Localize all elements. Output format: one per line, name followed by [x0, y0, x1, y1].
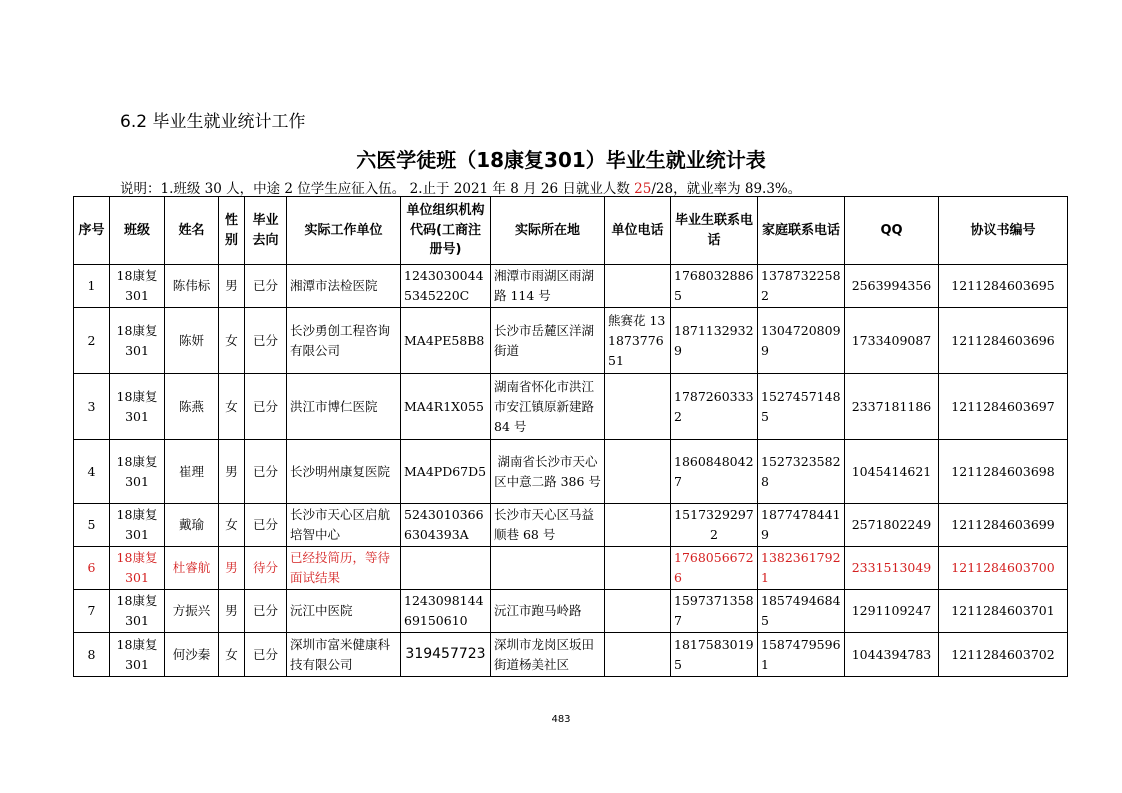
table-cell: 沅江市跑马岭路: [491, 590, 605, 633]
table-cell: 女: [219, 504, 245, 547]
table-cell: 2331513049: [845, 547, 939, 590]
table-cell: 男: [219, 590, 245, 633]
table-row: [74, 633, 1068, 677]
table-cell: 4: [74, 440, 110, 504]
table-cell: 已分: [245, 265, 287, 308]
table-cell: 1211284603700: [939, 547, 1068, 590]
table-row: [74, 440, 1068, 504]
table-row: [74, 308, 1068, 374]
table-cell: [605, 265, 671, 308]
table-cell: 18康复301: [110, 547, 165, 590]
table-cell: 18175830195: [671, 633, 758, 677]
table-cell: 湖南省长沙市天心区中意二路 386 号: [491, 440, 605, 504]
table-cell: 15973713587: [671, 590, 758, 633]
table-cell: 杜睿航: [165, 547, 219, 590]
table-cell: 52430103666304393A: [401, 504, 491, 547]
table-cell: 长沙市天心区启航培智中心: [287, 504, 401, 547]
table-cell: [605, 547, 671, 590]
table-cell: 陈燕: [165, 374, 219, 440]
header-cell: 家庭联系电话: [758, 197, 845, 265]
table-row: [74, 374, 1068, 440]
table-cell: 18574946845: [758, 590, 845, 633]
table-cell: 沅江中医院: [287, 590, 401, 633]
table-cell: 17680328865: [671, 265, 758, 308]
table-cell: 已分: [245, 440, 287, 504]
table-row: [74, 265, 1068, 308]
table-cell: 124309814469150610: [401, 590, 491, 633]
table-cell: 长沙勇创工程咨询有限公司: [287, 308, 401, 374]
table-cell: 18711329329: [671, 308, 758, 374]
table-cell: 戴瑜: [165, 504, 219, 547]
table-cell: 熊赛花 13187377651: [605, 308, 671, 374]
employment-stats-table: [73, 196, 1068, 677]
table-cell: 18774784419: [758, 504, 845, 547]
table-cell: 15874795961: [758, 633, 845, 677]
table-cell: 2: [74, 308, 110, 374]
table-cell: 崔理: [165, 440, 219, 504]
header-cell: 实际工作单位: [287, 197, 401, 265]
table-cell: 8: [74, 633, 110, 677]
table-cell: [605, 440, 671, 504]
table-cell: 陈妍: [165, 308, 219, 374]
document-title: 六医学徒班（18康复301）毕业生就业统计表: [356, 148, 766, 172]
table-cell: 1211284603696: [939, 308, 1068, 374]
table-cell: 1044394783: [845, 633, 939, 677]
table-cell: 女: [219, 308, 245, 374]
table-cell: 18康复301: [110, 308, 165, 374]
table-cell: 已分: [245, 504, 287, 547]
table-cell: 18康复301: [110, 504, 165, 547]
table-cell: 待分: [245, 547, 287, 590]
header-cell: 毕业去向: [245, 197, 287, 265]
table-cell: 男: [219, 547, 245, 590]
table-cell: 长沙明州康复医院: [287, 440, 401, 504]
table-cell: 已分: [245, 374, 287, 440]
table-cell: 1211284603701: [939, 590, 1068, 633]
table-cell: 陈伟标: [165, 265, 219, 308]
table-cell: [605, 590, 671, 633]
table-cell: 长沙市岳麓区洋湖街道: [491, 308, 605, 374]
table-cell: 2563994356: [845, 265, 939, 308]
table-cell: [491, 547, 605, 590]
table-cell: 17680566726: [671, 547, 758, 590]
table-cell: MA4PE58B8: [401, 308, 491, 374]
table-cell: [605, 374, 671, 440]
table-cell: 1211284603697: [939, 374, 1068, 440]
table-cell: 1211284603699: [939, 504, 1068, 547]
table-note: [120, 177, 801, 197]
table-cell: 男: [219, 440, 245, 504]
table-row: [74, 590, 1068, 633]
table-cell: 15274571485: [758, 374, 845, 440]
note-text-end: /28，就业率为 89.3%。: [651, 181, 802, 197]
table-cell: 18608480427: [671, 440, 758, 504]
table-cell: 湖南省怀化市洪江市安江镇原新建路 84 号: [491, 374, 605, 440]
table-cell: [401, 547, 491, 590]
table-cell: 5: [74, 504, 110, 547]
header-cell: 序号: [74, 197, 110, 265]
table-cell: 1733409087: [845, 308, 939, 374]
table-cell: 17872603332: [671, 374, 758, 440]
table-cell: 18康复301: [110, 374, 165, 440]
table-cell: 15173292972: [671, 504, 758, 547]
table-cell: 已分: [245, 590, 287, 633]
table-cell: 女: [219, 374, 245, 440]
table-cell: 18康复301: [110, 440, 165, 504]
table-header-row: [74, 197, 1068, 265]
table-cell: 2571802249: [845, 504, 939, 547]
table-cell: 方振兴: [165, 590, 219, 633]
header-cell: 班级: [110, 197, 165, 265]
table-cell: 1211284603702: [939, 633, 1068, 677]
table-cell: [605, 633, 671, 677]
header-cell: 实际所在地: [491, 197, 605, 265]
table-cell: 1: [74, 265, 110, 308]
page-number: 483: [551, 714, 571, 725]
table-cell: 洪江市博仁医院: [287, 374, 401, 440]
table-cell: 13823617921: [758, 547, 845, 590]
header-cell: 姓名: [165, 197, 219, 265]
table-cell: 湘潭市雨湖区雨湖路 114 号: [491, 265, 605, 308]
table-cell: 1291109247: [845, 590, 939, 633]
table-cell: 13047208099: [758, 308, 845, 374]
table-cell: 1211284603695: [939, 265, 1068, 308]
header-cell: 单位组织机构代码(工商注册号): [401, 197, 491, 265]
table-cell: 3: [74, 374, 110, 440]
table-cell: MA4PD67D5: [401, 440, 491, 504]
table-cell: 319457723: [401, 633, 491, 677]
table-cell: 7: [74, 590, 110, 633]
table-cell: 已分: [245, 308, 287, 374]
table-cell: 15273235828: [758, 440, 845, 504]
table-cell: 12430300445345220C: [401, 265, 491, 308]
table-cell: 2337181186: [845, 374, 939, 440]
employed-count: 25: [634, 181, 652, 197]
table-cell: 18康复301: [110, 633, 165, 677]
header-cell: 性别: [219, 197, 245, 265]
header-cell: 毕业生联系电话: [671, 197, 758, 265]
table-cell: 已分: [245, 633, 287, 677]
table-cell: 湘潭市法检医院: [287, 265, 401, 308]
table-cell: 1045414621: [845, 440, 939, 504]
table-cell: 13787322582: [758, 265, 845, 308]
section-heading: 6.2 毕业生就业统计工作: [120, 112, 306, 132]
table-cell: 18康复301: [110, 265, 165, 308]
table-cell: MA4R1X055: [401, 374, 491, 440]
table-cell: 6: [74, 547, 110, 590]
table-cell: 何沙秦: [165, 633, 219, 677]
table-cell: 深圳市龙岗区坂田街道杨美社区: [491, 633, 605, 677]
table-row-pending: [74, 547, 1068, 590]
table-cell: 18康复301: [110, 590, 165, 633]
note-text: 说明：1.班级 30 人，中途 2 位学生应征入伍。 2.止于 2021 年 8 月 26 日就业人数: [120, 181, 635, 197]
header-cell: 协议书编号: [939, 197, 1068, 265]
table-row: [74, 504, 1068, 547]
table-cell: 已经投简历，等待面试结果: [287, 547, 401, 590]
table-cell: [605, 504, 671, 547]
table-cell: 女: [219, 633, 245, 677]
header-cell: QQ: [845, 197, 939, 265]
header-cell: 单位电话: [605, 197, 671, 265]
table-cell: 1211284603698: [939, 440, 1068, 504]
table-cell: 深圳市富米健康科技有限公司: [287, 633, 401, 677]
table-cell: 男: [219, 265, 245, 308]
table-cell: 长沙市天心区马益顺巷 68 号: [491, 504, 605, 547]
